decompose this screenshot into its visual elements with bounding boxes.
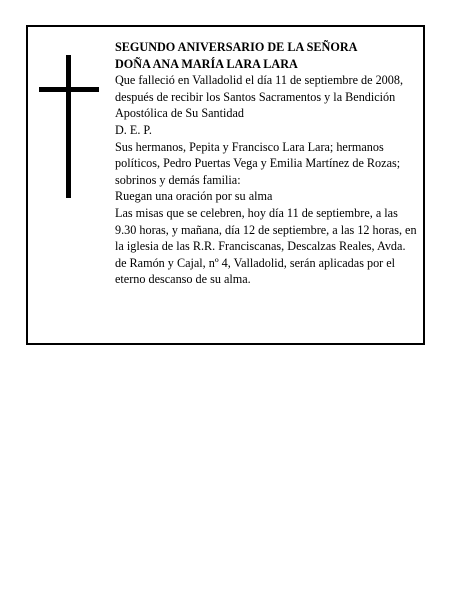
cross-vertical-bar — [66, 55, 71, 198]
prayer-request: Ruegan una oración por su alma — [115, 189, 273, 204]
cross-icon — [39, 55, 99, 198]
notice-text — [115, 39, 420, 288]
obituary-notice — [26, 25, 425, 345]
cross-horizontal-bar — [39, 87, 99, 92]
rip-text: D. E. P. — [115, 122, 152, 137]
notice-heading-line1: SEGUNDO ANIVERSARIO DE LA SEÑORA — [115, 40, 358, 54]
masses-text: Las misas que se celebren, hoy día 11 de septiembre, a las 9.30 horas, y mañana, día 12 de septiembre, a las 12 horas, en la iglesia de las R.R. Franciscanas, Descalzas Reales, Avda. de Ramón y Cajal, nº 4, Valladolid, serán aplicadas por el eterno descanso de su alma. — [115, 205, 417, 287]
notice-heading-line2: DOÑA ANA MARÍA LARA LARA — [115, 56, 298, 71]
family-text: Sus hermanos, Pepita y Francisco Lara Lara; hermanos políticos, Pedro Puertas Vega y Emilia Martínez de Rozas; sobrinos y demás familia: — [115, 139, 401, 187]
death-info: Que falleció en Valladolid el día 11 de septiembre de 2008, después de recibir los Santos Sacramentos y la Bendición Apostólica de Su Santidad — [115, 73, 404, 121]
